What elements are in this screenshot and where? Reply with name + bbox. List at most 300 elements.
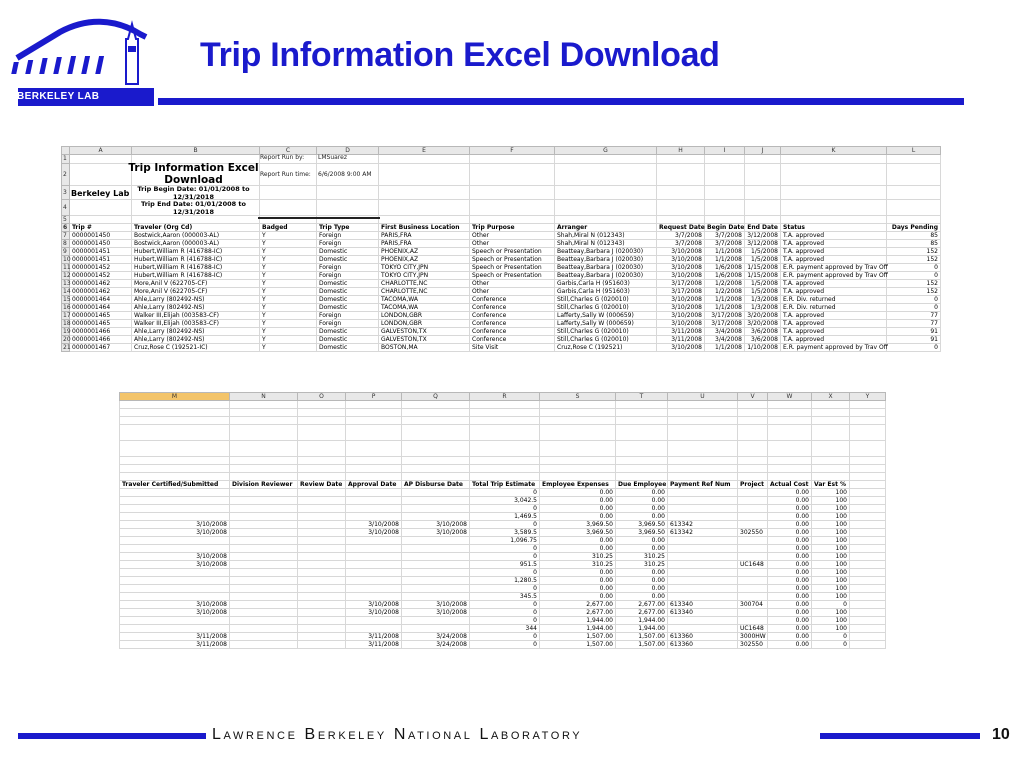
cell[interactable]: 0 [470, 609, 540, 617]
cell[interactable]: 0000001465 [70, 320, 132, 328]
cell[interactable]: Speech or Presentation [470, 248, 555, 256]
cell[interactable]: 100 [812, 513, 850, 521]
cell[interactable]: Y [260, 296, 317, 304]
cell[interactable] [705, 186, 745, 200]
cell[interactable] [887, 200, 941, 216]
cell[interactable] [768, 473, 812, 481]
cell[interactable] [668, 497, 738, 505]
cell[interactable]: 0.00 [540, 593, 616, 601]
cell[interactable]: 0.00 [616, 585, 668, 593]
cell[interactable]: 0.00 [768, 513, 812, 521]
cell[interactable] [402, 553, 470, 561]
cell[interactable]: 1/10/2008 [745, 344, 781, 352]
cell[interactable] [230, 513, 298, 521]
cell[interactable] [470, 441, 540, 457]
cell[interactable] [470, 465, 540, 473]
cell[interactable]: 1/2/2008 [705, 288, 745, 296]
column-header[interactable]: F [470, 147, 555, 155]
cell[interactable] [346, 497, 402, 505]
cell[interactable] [230, 609, 298, 617]
cell[interactable]: 3/10/2008 [346, 609, 402, 617]
cell[interactable] [346, 473, 402, 481]
cell[interactable]: 100 [812, 545, 850, 553]
cell[interactable] [120, 489, 230, 497]
cell[interactable]: 3/10/2008 [657, 296, 705, 304]
cell[interactable] [346, 625, 402, 633]
cell[interactable]: 1/6/2008 [705, 264, 745, 272]
cell[interactable]: 1/1/2008 [705, 256, 745, 264]
row-number[interactable]: 9 [62, 248, 70, 256]
cell[interactable] [120, 577, 230, 585]
cell[interactable] [738, 401, 768, 409]
cell[interactable] [346, 577, 402, 585]
cell[interactable] [402, 417, 470, 425]
cell[interactable] [616, 425, 668, 441]
cell[interactable] [540, 417, 616, 425]
cell[interactable] [298, 441, 346, 457]
cell[interactable] [738, 473, 768, 481]
cell[interactable]: More,Anil V (622705-CF) [132, 288, 260, 296]
cell[interactable] [616, 417, 668, 425]
cell[interactable] [540, 441, 616, 457]
cell[interactable]: T.A. approved [781, 232, 887, 240]
cell[interactable]: CHARLOTTE,NC [379, 288, 470, 296]
cell[interactable]: Y [260, 288, 317, 296]
cell[interactable] [379, 155, 470, 164]
cell[interactable]: Y [260, 272, 317, 280]
cell[interactable] [668, 457, 738, 465]
cell[interactable]: 3/17/2008 [705, 312, 745, 320]
cell[interactable]: 613340 [668, 609, 738, 617]
cell[interactable] [850, 569, 886, 577]
cell[interactable] [850, 425, 886, 441]
cell[interactable] [768, 457, 812, 465]
column-header[interactable]: G [555, 147, 657, 155]
cell[interactable] [850, 505, 886, 513]
cell[interactable] [346, 513, 402, 521]
cell[interactable]: Cruz,Rose C (192521) [555, 344, 657, 352]
cell[interactable] [298, 577, 346, 585]
cell[interactable]: 100 [812, 569, 850, 577]
cell[interactable] [850, 553, 886, 561]
cell[interactable]: 1,507.00 [540, 641, 616, 649]
column-header[interactable]: E [379, 147, 470, 155]
column-header[interactable]: C [260, 147, 317, 155]
column-header[interactable]: L [887, 147, 941, 155]
cell[interactable] [470, 186, 555, 200]
cell[interactable]: Still,Charles G (020010) [555, 328, 657, 336]
cell[interactable]: 152 [887, 280, 941, 288]
column-title[interactable]: Begin Date [705, 224, 745, 232]
cell[interactable]: Speech or Presentation [470, 256, 555, 264]
spreadsheet-expense-details[interactable] [119, 392, 886, 649]
cell[interactable] [738, 425, 768, 441]
cell[interactable]: BOSTON,MA [379, 344, 470, 352]
column-header[interactable]: O [298, 393, 346, 401]
cell[interactable]: 2,677.00 [540, 601, 616, 609]
cell[interactable]: 0.00 [616, 593, 668, 601]
cell[interactable]: 3/24/2008 [402, 633, 470, 641]
cell[interactable]: 0.00 [540, 585, 616, 593]
cell[interactable]: Foreign [317, 320, 379, 328]
cell[interactable]: 0.00 [768, 489, 812, 497]
cell[interactable]: 0 [470, 641, 540, 649]
cell[interactable]: 310.25 [540, 553, 616, 561]
row-number[interactable]: 21 [63, 343, 71, 351]
cell[interactable]: 3/10/2008 [657, 264, 705, 272]
cell[interactable]: 302550 [738, 529, 768, 537]
cell[interactable]: Other [470, 288, 555, 296]
cell[interactable] [470, 200, 555, 216]
cell[interactable]: Cruz,Rose C (192521-IC) [132, 344, 260, 352]
cell[interactable] [402, 465, 470, 473]
cell[interactable]: 302550 [738, 641, 768, 649]
cell[interactable] [298, 409, 346, 417]
cell[interactable] [540, 425, 616, 441]
cell[interactable]: 0000001452 [70, 264, 132, 272]
cell[interactable]: 85 [887, 232, 941, 240]
cell[interactable] [402, 473, 470, 481]
cell[interactable] [738, 585, 768, 593]
cell[interactable]: Garbis,Carla H (951603) [555, 280, 657, 288]
cell[interactable] [738, 441, 768, 457]
cell[interactable]: 3/17/2008 [657, 280, 705, 288]
cell[interactable]: 0.00 [540, 497, 616, 505]
cell[interactable]: Beatteay,Barbara J (020030) [555, 256, 657, 264]
cell[interactable]: 3/6/2008 [745, 328, 781, 336]
cell[interactable] [745, 186, 781, 200]
cell[interactable] [705, 155, 745, 164]
cell[interactable]: 0 [887, 296, 941, 304]
cell[interactable] [402, 585, 470, 593]
cell[interactable] [298, 529, 346, 537]
cell[interactable]: 0.00 [540, 569, 616, 577]
cell[interactable]: 0.00 [540, 505, 616, 513]
cell[interactable]: 100 [812, 537, 850, 545]
cell[interactable] [298, 617, 346, 625]
cell[interactable]: 0.00 [768, 537, 812, 545]
cell[interactable]: 3/10/2008 [657, 344, 705, 352]
cell[interactable] [738, 465, 768, 473]
cell[interactable]: 0000001451 [70, 248, 132, 256]
cell[interactable]: Conference [470, 312, 555, 320]
column-header[interactable]: A [70, 147, 132, 155]
cell[interactable] [738, 457, 768, 465]
cell[interactable]: 0.00 [768, 545, 812, 553]
cell[interactable]: 1/5/2008 [745, 248, 781, 256]
cell[interactable]: 310.25 [616, 553, 668, 561]
cell[interactable] [668, 465, 738, 473]
cell[interactable] [850, 441, 886, 457]
column-title[interactable]: Due Employee [616, 481, 668, 489]
cell[interactable]: Other [470, 280, 555, 288]
cell[interactable] [70, 216, 132, 224]
cell[interactable] [768, 401, 812, 409]
cell[interactable]: Y [260, 312, 317, 320]
cell[interactable] [616, 465, 668, 473]
cell[interactable]: 3/12/2008 [745, 240, 781, 248]
cell[interactable] [738, 417, 768, 425]
cell[interactable] [470, 164, 555, 186]
cell[interactable]: More,Anil V (622705-CF) [132, 280, 260, 288]
cell[interactable] [230, 561, 298, 569]
cell[interactable] [298, 521, 346, 529]
cell[interactable] [402, 617, 470, 625]
cell[interactable]: 0.00 [768, 633, 812, 641]
cell[interactable] [402, 577, 470, 585]
cell[interactable] [230, 425, 298, 441]
cell[interactable]: 152 [887, 256, 941, 264]
cell[interactable] [850, 593, 886, 601]
cell[interactable] [402, 569, 470, 577]
cell[interactable] [812, 401, 850, 409]
cell[interactable] [850, 641, 886, 649]
cell[interactable]: 0 [470, 505, 540, 513]
cell[interactable]: 3/10/2008 [346, 521, 402, 529]
column-title[interactable]: Arranger [555, 224, 657, 232]
cell[interactable]: 1,507.00 [616, 633, 668, 641]
cell[interactable] [850, 465, 886, 473]
cell[interactable] [738, 617, 768, 625]
cell[interactable]: Still,Charles G (020010) [555, 296, 657, 304]
cell[interactable] [540, 465, 616, 473]
cell[interactable] [470, 457, 540, 465]
cell[interactable] [298, 513, 346, 521]
cell[interactable] [298, 417, 346, 425]
column-title[interactable]: Var Est % [812, 481, 850, 489]
cell[interactable]: 1/3/2008 [745, 296, 781, 304]
column-header[interactable]: B [132, 147, 260, 155]
cell[interactable]: 310.25 [540, 561, 616, 569]
cell[interactable]: 1/3/2008 [745, 304, 781, 312]
cell[interactable]: Hubert,William R (416788-IC) [132, 264, 260, 272]
cell[interactable] [230, 577, 298, 585]
cell[interactable]: 3/20/2008 [745, 312, 781, 320]
cell[interactable] [298, 609, 346, 617]
cell[interactable]: 3/10/2008 [657, 272, 705, 280]
cell[interactable] [850, 617, 886, 625]
cell[interactable] [470, 473, 540, 481]
cell[interactable] [346, 561, 402, 569]
cell[interactable]: 3,969.50 [540, 529, 616, 537]
cell[interactable] [812, 409, 850, 417]
cell[interactable] [298, 425, 346, 441]
column-header[interactable]: N [230, 393, 298, 401]
cell[interactable]: 100 [812, 593, 850, 601]
cell[interactable]: CHARLOTTE,NC [379, 280, 470, 288]
cell[interactable]: Hubert,William R (416788-IC) [132, 256, 260, 264]
cell[interactable] [402, 425, 470, 441]
row-number[interactable]: 7 [62, 232, 70, 240]
cell[interactable]: Y [260, 336, 317, 344]
cell[interactable]: Foreign [317, 272, 379, 280]
cell[interactable]: 0.00 [540, 545, 616, 553]
cell[interactable] [768, 425, 812, 441]
cell[interactable] [657, 200, 705, 216]
cell[interactable]: Y [260, 344, 317, 352]
cell[interactable]: Lafferty,Sally W (000659) [555, 320, 657, 328]
cell[interactable] [402, 457, 470, 465]
cell[interactable]: 0 [470, 569, 540, 577]
cell[interactable]: 0.00 [540, 537, 616, 545]
cell[interactable] [230, 521, 298, 529]
cell[interactable] [298, 561, 346, 569]
cell[interactable]: 0000001450 [70, 232, 132, 240]
cell[interactable] [298, 537, 346, 545]
cell[interactable] [738, 545, 768, 553]
column-title[interactable]: Approval Date [346, 481, 402, 489]
cell[interactable] [657, 186, 705, 200]
column-title[interactable]: Traveler (Org Cd) [132, 224, 260, 232]
cell[interactable] [120, 513, 230, 521]
cell[interactable] [120, 585, 230, 593]
cell[interactable]: Y [260, 240, 317, 248]
cell[interactable]: 3/10/2008 [120, 521, 230, 529]
cell[interactable] [298, 457, 346, 465]
cell[interactable] [668, 489, 738, 497]
cell[interactable]: 3/11/2008 [120, 641, 230, 649]
cell[interactable] [260, 186, 317, 200]
cell[interactable] [781, 200, 887, 216]
cell[interactable] [402, 537, 470, 545]
cell[interactable]: 0.00 [616, 545, 668, 553]
cell[interactable] [346, 553, 402, 561]
cell[interactable] [850, 513, 886, 521]
cell[interactable]: Conference [470, 304, 555, 312]
cell[interactable] [298, 465, 346, 473]
cell[interactable]: 100 [812, 529, 850, 537]
cell[interactable]: PARIS,FRA [379, 240, 470, 248]
cell[interactable]: 0000001451 [70, 256, 132, 264]
cell[interactable]: 0.00 [768, 497, 812, 505]
cell[interactable]: T.A. approved [781, 288, 887, 296]
cell[interactable] [402, 497, 470, 505]
column-title[interactable]: Status [781, 224, 887, 232]
cell[interactable] [120, 441, 230, 457]
cell[interactable]: Lafferty,Sally W (000659) [555, 312, 657, 320]
cell[interactable] [298, 553, 346, 561]
column-header[interactable]: X [812, 393, 850, 401]
cell[interactable]: 0 [812, 641, 850, 649]
cell[interactable]: 0000001464 [70, 304, 132, 312]
cell[interactable] [230, 505, 298, 513]
cell[interactable]: 3/17/2008 [657, 288, 705, 296]
cell[interactable] [555, 200, 657, 216]
column-title[interactable]: Trip Purpose [470, 224, 555, 232]
cell[interactable] [402, 545, 470, 553]
cell[interactable]: Hubert,William R (416788-IC) [132, 248, 260, 256]
cell[interactable]: Foreign [317, 232, 379, 240]
cell[interactable] [540, 409, 616, 417]
cell[interactable]: 3/10/2008 [657, 304, 705, 312]
cell[interactable] [298, 505, 346, 513]
column-title[interactable]: Traveler Certified/Submitted [120, 481, 230, 489]
column-title[interactable]: Trip # [70, 224, 132, 232]
cell[interactable]: 0.00 [768, 601, 812, 609]
row-number[interactable]: 1 [62, 155, 70, 164]
cell[interactable] [540, 457, 616, 465]
cell[interactable]: Ahle,Larry (802492-NS) [132, 304, 260, 312]
cell[interactable] [668, 577, 738, 585]
cell[interactable]: 0.00 [768, 585, 812, 593]
cell[interactable]: 1/5/2008 [745, 280, 781, 288]
cell[interactable]: Conference [470, 296, 555, 304]
cell[interactable] [298, 593, 346, 601]
cell[interactable] [738, 553, 768, 561]
cell[interactable] [70, 155, 132, 164]
cell[interactable] [668, 401, 738, 409]
cell[interactable]: 0.00 [768, 577, 812, 585]
cell[interactable]: 91 [887, 336, 941, 344]
cell[interactable]: 613340 [668, 601, 738, 609]
column-header[interactable]: S [540, 393, 616, 401]
cell[interactable] [120, 537, 230, 545]
cell[interactable]: Domestic [317, 336, 379, 344]
cell[interactable]: UC1648 [738, 625, 768, 633]
cell[interactable] [850, 633, 886, 641]
cell[interactable]: Domestic [317, 296, 379, 304]
row-number[interactable]: 15 [63, 295, 71, 303]
cell[interactable] [346, 489, 402, 497]
cell[interactable] [470, 216, 555, 224]
cell[interactable] [120, 401, 230, 409]
cell[interactable]: 3/11/2008 [657, 328, 705, 336]
cell[interactable] [668, 569, 738, 577]
row-number[interactable]: 16 [63, 303, 71, 311]
cell[interactable]: Domestic [317, 248, 379, 256]
cell[interactable]: Bostwick,Aaron (000003-AL) [132, 240, 260, 248]
cell[interactable] [812, 465, 850, 473]
cell[interactable] [230, 465, 298, 473]
cell[interactable] [230, 417, 298, 425]
cell[interactable] [470, 417, 540, 425]
cell[interactable]: 613342 [668, 521, 738, 529]
cell[interactable] [540, 401, 616, 409]
cell[interactable]: 0 [887, 264, 941, 272]
cell[interactable] [555, 164, 657, 186]
cell[interactable]: Speech or Presentation [470, 272, 555, 280]
column-header[interactable]: M [120, 393, 230, 401]
cell[interactable]: 100 [812, 553, 850, 561]
cell[interactable] [470, 401, 540, 409]
cell[interactable]: 0000001464 [70, 296, 132, 304]
cell[interactable]: 0.00 [616, 577, 668, 585]
cell[interactable] [346, 585, 402, 593]
column-title[interactable]: Trip Type [317, 224, 379, 232]
cell[interactable] [850, 521, 886, 529]
cell[interactable]: 3/10/2008 [402, 521, 470, 529]
cell[interactable]: 100 [812, 609, 850, 617]
row-number[interactable]: 18 [63, 319, 71, 327]
cell[interactable]: TACOMA,WA [379, 296, 470, 304]
cell[interactable] [668, 553, 738, 561]
cell[interactable] [346, 593, 402, 601]
cell[interactable] [850, 401, 886, 409]
cell[interactable] [298, 401, 346, 409]
cell[interactable] [120, 465, 230, 473]
cell[interactable] [668, 417, 738, 425]
cell[interactable]: 1/5/2008 [745, 288, 781, 296]
cell[interactable] [120, 417, 230, 425]
cell[interactable]: 310.25 [616, 561, 668, 569]
row-number[interactable]: 4 [62, 200, 70, 216]
cell[interactable] [230, 553, 298, 561]
cell[interactable]: 0.00 [768, 569, 812, 577]
cell[interactable]: 0.00 [616, 513, 668, 521]
cell[interactable]: Beatteay,Barbara J (020030) [555, 264, 657, 272]
cell[interactable]: PARIS,FRA [379, 232, 470, 240]
column-header[interactable]: R [470, 393, 540, 401]
